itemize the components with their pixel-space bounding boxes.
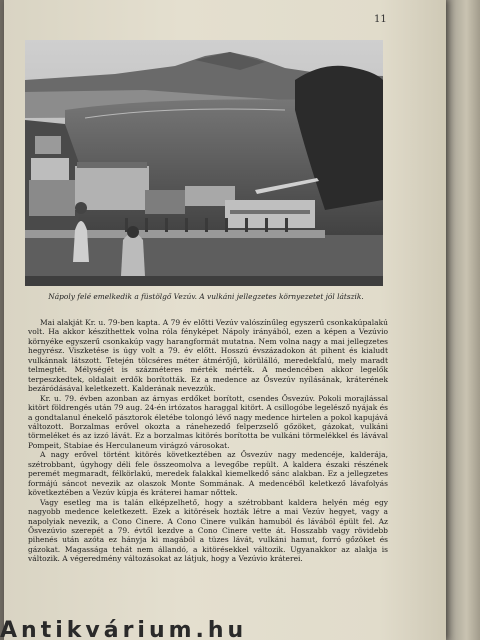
page-number: 11 (374, 14, 387, 25)
paragraph: Mai alakját Kr. u. 79-ben kapta. A 79 év előtti Vezúv valószínűleg egyszerű csonkakúpalakú volt. Ha akkor készíthettek volna róla fényképet Nápoly irányából, ezen a képen a Vezúvio környéke egyszerű csonkakúp vagy harangformát mutatna. Nem volna nagy a mai jellegzetes hegyrész. Viszketése is úgy volt a 79. év előtt. Hosszú évszázadokon át pihent és kialudt vulkánnak látszott. Tetején tölcséres méter átmérőjű, körülálló, meredekfalú, mely maradt telmegtét. Mélységét is százméteres mérték mérték. A medencében akkor legelők terpeszkedtek, oldalait erdők borították. Ez a medence az Ősvezúv nyílásának, kráterének bezáródásával keletkezett. Kalderának nevezzük. (28, 318, 388, 394)
paragraph: Kr. u. 79. évben azonban az árnyas erdőket borított, csendes Ősvezúv. Pokoli morajlással kitört földrengés után 79 aug. 24-én irtózatos haraggal kitört. A csillogóbe legelésző nyájak és a gondtalanul énekelő pásztorok életébe tolongó lévő nagy medence hirtelen a pokol kapujává változott. Borzalmas erővel okozta a ránehezedő felperzselő gőzöket, gázokat, vulkáni törmeléket és az izzó lávát. Ez a borzalmas kitörés borította be vulkáni törmelékkel és lávával Pompeit, Stabiae és Herculaneum virágzó városokat. (28, 393, 388, 450)
paragraph: A nagy erővel történt kitörés következtében az Ősvezúv nagy medencéje, kalderája, szétrobbant, úgyhogy déli fele összeomolva a levegőbe repült. A kaldera északi részének peremét megmaradt, félkörlakú, meredek falakkal kiemelkedő sánc alakban. Ez a jellegzetes formájú sáncot nevezik az olaszok Monte Sommának. A medencéből keletkező lávafolyás következtében a Vezúv kúpja és kráterei hamar nőttek. (28, 450, 388, 498)
vesuvius-photo-image (25, 40, 383, 286)
bottom-watermark-fragment: Antikvárium.hu (0, 618, 248, 640)
body-text (28, 318, 388, 564)
vesuvius-photo (25, 40, 383, 286)
page-edge (446, 0, 480, 640)
photo-caption: Nápoly felé emelkedik a füstölgő Vezúv. A vulkáni jellegzetes környezetet jól látszik. (48, 292, 364, 301)
book-page (4, 0, 446, 640)
paragraph: Vagy esetleg ma is talán elképzelhető, hogy a szétrobbant kaldera helyén még egy nagyobb medence keletkezett. Ezek a kitörések hozták létre a mai Vezúv hegyet, vagy a napolyiak nevezik, a Cono Cinere. A Cono Cinere vulkán hamuból és lávából épült fel. Az Ősvezúvio szerepét a 79. évtől kezdve a Cono Cinere vette át. Hosszabb vagy rövidebb pihenés után azóta ez hányja ki magából a tüzes lávát, vulkáni hamut, forró gőzöket és gázokat. Magassága tehát nem állandó, a kitörésekkel változik. Ugyanakkor az alakja is változik. A végeredmény változásokat az látjuk, hogy a Vezúvio kráterei. (28, 497, 388, 564)
